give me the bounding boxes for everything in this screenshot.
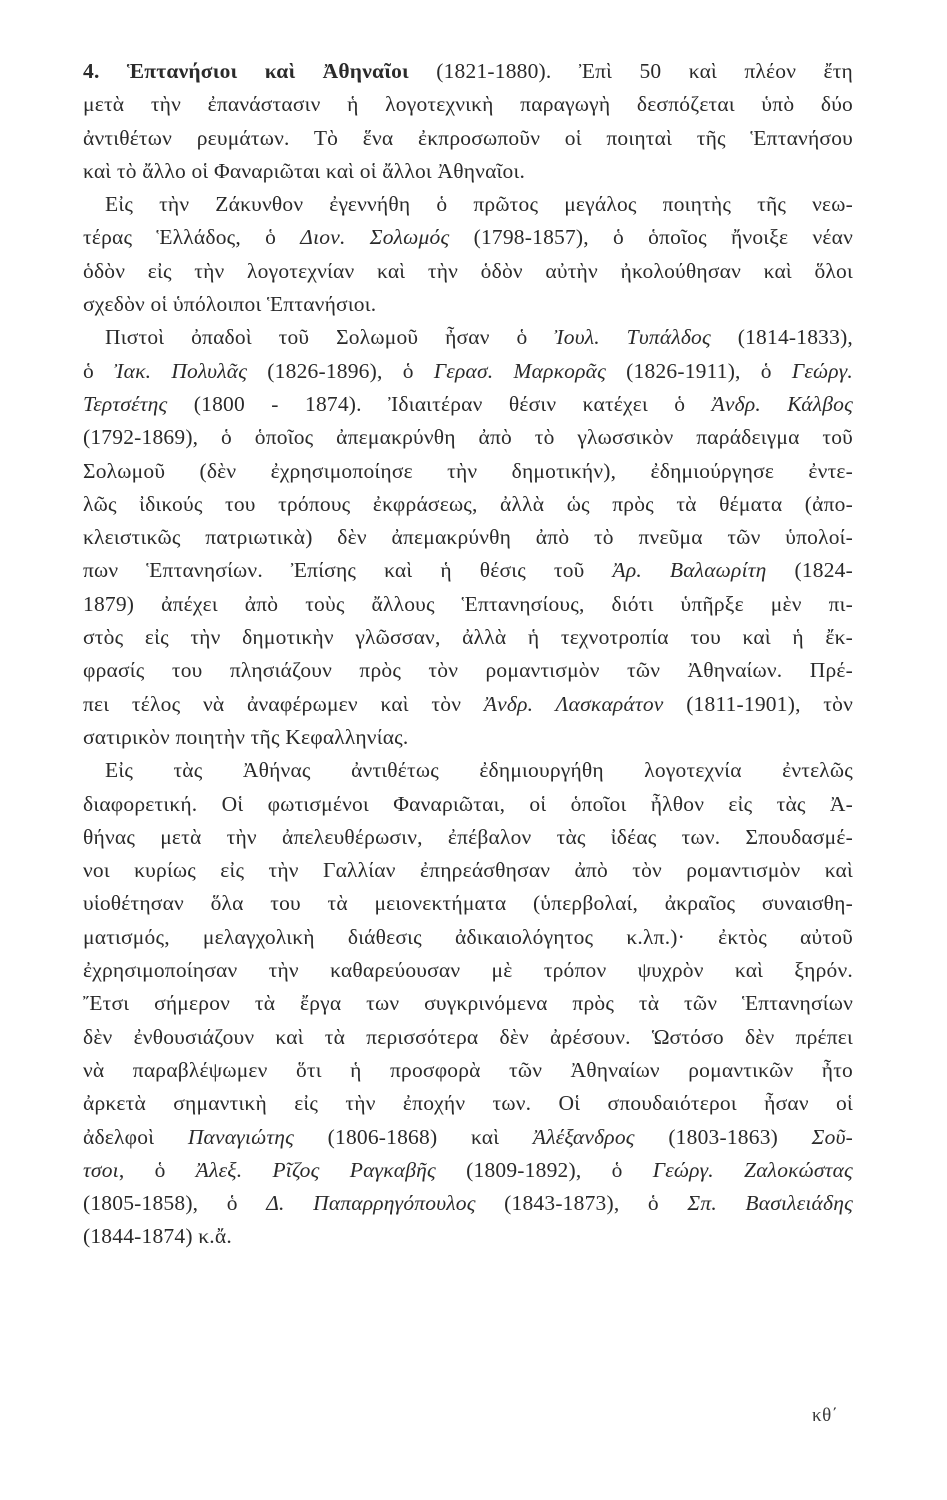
text-run: σατιρικὸν ποιητὴν τῆς Κεφαλληνίας. <box>83 724 409 749</box>
text-run: καὶ τὸ ἄλλο οἱ Φαναριῶται καὶ οἱ ἄλλοι Ἀθηναῖοι. <box>83 158 526 183</box>
text-run: ἐχρησιμοποίησαν τὴν καθαρεύουσαν μὲ τρόπον ψυχρὸν καὶ ξηρόν. <box>83 958 853 983</box>
text-run: (1806-1868) καὶ <box>294 1124 533 1149</box>
text-line <box>83 921 853 954</box>
section-heading: 4. <box>83 59 127 83</box>
author-name: Γεώργ. Ζαλοκώστας <box>652 1157 853 1182</box>
text-line <box>83 521 853 554</box>
text-line <box>83 188 853 221</box>
author-name: Σπ. Βασιλειάδης <box>687 1191 854 1216</box>
text-line <box>83 887 853 920</box>
text-line <box>83 288 853 321</box>
author-name: Ἀλεξ. Ρῖζος Ραγκαβῆς <box>195 1157 436 1182</box>
text-run: ματισμός, μελαγχολικὴ διάθεσις ἀδικαιολόγητος κ.λπ.)· ἐκτὸς αὐτοῦ <box>83 924 853 949</box>
text-run: ὁδὸν εἰς τὴν λογοτεχνίαν καὶ τὴν ὁδὸν αὐτὴν ἠκολούθησαν καὶ ὅλοι <box>83 258 853 283</box>
text-run: (1824- <box>766 558 853 583</box>
text-run: (1809-1892), ὁ <box>435 1157 653 1182</box>
author-name: Δ. Παπαρρηγόπουλος <box>266 1191 476 1216</box>
author-name: Ἀλέξανδρος <box>532 1124 635 1149</box>
text-run: , ὁ <box>118 1157 196 1182</box>
text-run: Ἔτσι σήμερον τὰ ἔργα των συγκρινόμενα πρὸς τὰ τῶν Ἑπτανησίων <box>83 991 853 1016</box>
text-run: (1798-1857), ὁ ὁποῖος ἤνοιξε νέαν <box>449 225 853 250</box>
author-name: Ἰουλ. Τυπάλδος <box>554 325 711 350</box>
text-line <box>83 122 853 155</box>
text-run: Εἰς τὴν Ζάκυνθον ἐγεννήθη ὁ πρῶτος μεγάλος ποιητὴς τῆς νεω- <box>105 192 853 217</box>
text-line <box>83 55 853 88</box>
text-line <box>83 1220 853 1253</box>
text-run: 1879) ἀπέχει ἀπὸ τοὺς ἄλλους Ἑπτανησίους, διότι ὑπῆρξε μὲν πι- <box>83 591 853 616</box>
text-line <box>83 388 853 421</box>
text-line <box>83 854 853 887</box>
text-run: δὲν ἐνθουσιάζουν καὶ τὰ περισσότερα δὲν ἀρέσουν. Ὡστόσο δὲν πρέπει <box>83 1024 853 1049</box>
text-line <box>83 954 853 987</box>
author-name: Ἀνδρ. Κάλβος <box>711 391 853 416</box>
page-body <box>83 55 853 1254</box>
text-line <box>83 455 853 488</box>
text-run: (1811-1901), τὸν <box>663 691 854 716</box>
text-line <box>83 88 853 121</box>
text-run: (1844-1874) κ.ἄ. <box>83 1224 232 1249</box>
author-name: Ἀνδρ. Λασκαράτον <box>483 691 664 716</box>
text-line <box>83 754 853 787</box>
author-name: Τερτσέτης <box>83 391 168 416</box>
text-line <box>83 688 853 721</box>
text-run: θήνας μετὰ τὴν ἀπελευθέρωσιν, ἐπέβαλον τὰς ἰδέας των. Σπουδασμέ- <box>83 824 853 849</box>
text-run: (1826-1896), ὁ <box>247 358 434 383</box>
text-run: (1803-1863) <box>634 1124 812 1149</box>
text-run: ὁ <box>83 358 115 383</box>
text-run: (1821-1880). Ἐπὶ 50 καὶ πλέον ἔτη <box>408 59 853 83</box>
text-run: Εἰς τὰς Ἀθήνας ἀντιθέτως ἐδημιουργήθη λογοτεχνία ἐντελῶς <box>105 758 853 783</box>
text-run: ἀρκετὰ σημαντικὴ εἰς τὴν ἐποχήν των. Οἱ σπουδαιότεροι ἦσαν οἱ <box>83 1091 853 1116</box>
text-run: Σολωμοῦ (δὲν ἐχρησιμοποίησε τὴν δημοτικήν), ἐδημιούργησε ἐντε- <box>83 458 853 483</box>
text-line <box>83 721 853 754</box>
text-run: (1843-1873), ὁ <box>475 1191 688 1216</box>
text-run: πων Ἑπτανησίων. Ἐπίσης καὶ ἡ θέσις τοῦ <box>83 558 613 583</box>
text-line <box>83 255 853 288</box>
text-line <box>83 987 853 1020</box>
text-line <box>83 554 853 587</box>
text-run: Πιστοὶ ὀπαδοὶ τοῦ Σολωμοῦ ἦσαν ὁ <box>105 325 555 350</box>
text-line <box>83 1087 853 1120</box>
text-line <box>83 321 853 354</box>
author-name: Ἰακ. Πολυλᾶς <box>114 358 248 383</box>
text-line <box>83 621 853 654</box>
text-run: ἀντιθέτων ρευμάτων. Τὸ ἕνα ἐκπροσωποῦν οἱ ποιηταὶ τῆς Ἑπτανήσου <box>83 125 853 150</box>
text-line <box>83 1187 853 1220</box>
author-name: τσοι <box>83 1157 119 1182</box>
text-run: διαφορετική. Οἱ φωτισμένοι Φαναριῶται, οἱ ὁποῖοι ἦλθον εἰς τὰς Ἀ- <box>83 791 853 816</box>
text-run: λῶς ἰδικούς του τρόπους ἐκφράσεως, ἀλλὰ ὡς πρὸς τὰ θέματα (ἀπο- <box>83 491 853 516</box>
text-run: τέρας Ἑλλάδος, ὁ <box>83 225 301 250</box>
text-run: νὰ παραβλέψωμεν ὅτι ἡ προσφορὰ τῶν Ἀθηναίων ρομαντικῶν ἦτο <box>83 1057 853 1082</box>
text-line <box>83 788 853 821</box>
text-run: κλειστικῶς πατριωτικὰ) δὲν ἀπεμακρύνθη ἀπὸ τὸ πνεῦμα τῶν ὑπολοί- <box>83 525 853 550</box>
author-name: Γεώργ. <box>791 358 853 383</box>
text-run: (1826-1911), ὁ <box>606 358 792 383</box>
author-name: Διον. Σολωμός <box>300 225 450 250</box>
text-run: σχεδὸν οἱ ὑπόλοιποι Ἑπτανήσιοι. <box>83 292 377 317</box>
text-run: νοι κυρίως εἰς τὴν Γαλλίαν ἐπηρεάσθησαν ἀπὸ τὸν ρομαντισμὸν καὶ <box>83 858 853 883</box>
author-name: Γερασ. Μαρκορᾶς <box>433 358 607 383</box>
text-line <box>83 1154 853 1187</box>
text-run: (1814-1833), <box>710 325 854 350</box>
text-line <box>83 1054 853 1087</box>
text-line <box>83 1021 853 1054</box>
text-run: μετὰ τὴν ἐπανάστασιν ἡ λογοτεχνικὴ παραγωγὴ δεσπόζεται ὑπὸ δύο <box>83 92 853 117</box>
author-name: Ἀρ. Βαλαωρίτη <box>612 558 767 583</box>
text-run: ἀδελφοὶ <box>83 1124 188 1149</box>
author-name: Παναγιώτης <box>187 1124 295 1149</box>
text-run: φρασίς του πλησιάζουν πρὸς τὸν ρομαντισμὸν τῶν Ἀθηναίων. Πρέ- <box>83 658 853 683</box>
author-name: Σοῦ- <box>811 1124 853 1149</box>
text-run: υἱοθέτησαν ὅλα του τὰ μειονεκτήματα (ὑπερβολαί, ἀκραῖος συναισθη- <box>83 891 853 916</box>
text-run: (1800 - 1874). Ἰδιαιτέραν θέσιν κατέχει ὁ <box>167 391 712 416</box>
text-line <box>83 588 853 621</box>
text-line <box>83 421 853 454</box>
text-line <box>83 221 853 254</box>
text-line <box>83 155 853 188</box>
text-run: στὸς εἰς τὴν δημοτικὴν γλῶσσαν, ἀλλὰ ἡ τεχνοτροπία του καὶ ἡ ἔκ- <box>83 625 853 650</box>
text-line <box>83 488 853 521</box>
text-run: (1805-1858), ὁ <box>83 1191 267 1216</box>
text-line <box>83 654 853 687</box>
text-line <box>83 355 853 388</box>
page-number: κθ΄ <box>812 1405 839 1426</box>
text-run: πει τέλος νὰ ἀναφέρωμεν καὶ τὸν <box>83 691 484 716</box>
text-line <box>83 1121 853 1154</box>
section-heading: Ἑπτανήσιοι καὶ Ἀθηναῖοι <box>126 59 409 83</box>
text-run: (1792-1869), ὁ ὁποῖος ἀπεμακρύνθη ἀπὸ τὸ γλωσσικὸν παράδειγμα τοῦ <box>83 425 853 450</box>
text-line <box>83 821 853 854</box>
